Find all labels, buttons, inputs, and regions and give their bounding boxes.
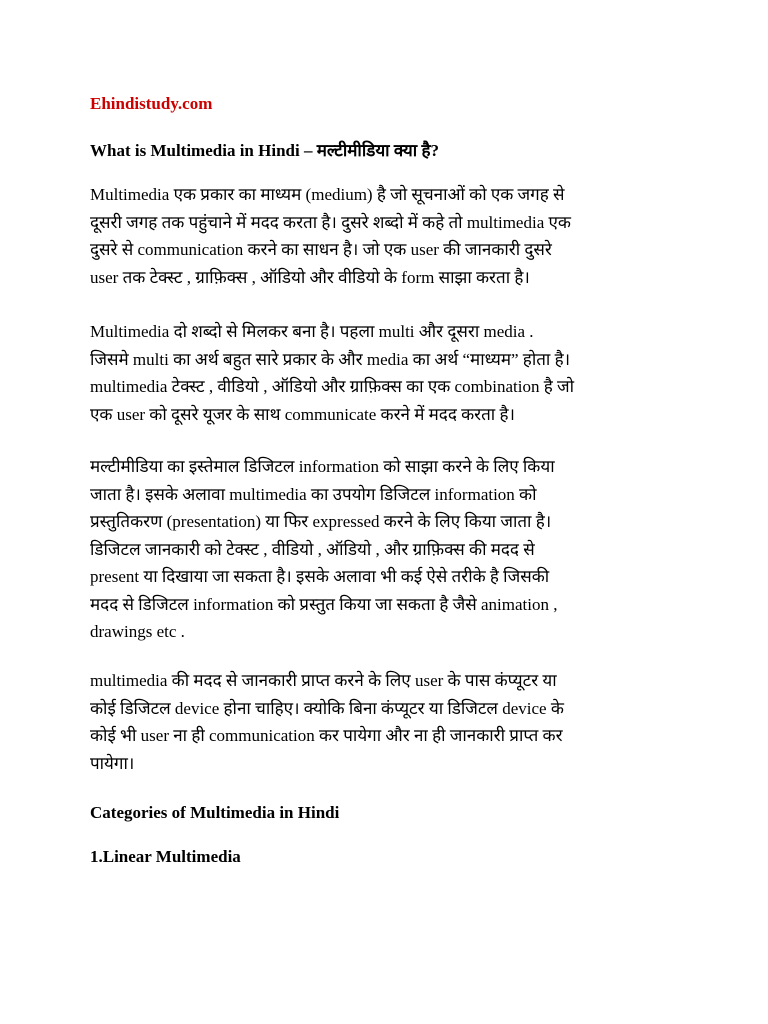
page-title: What is Multimedia in Hindi – मल्टीमीडिया क्या है? (90, 141, 439, 160)
site-name: Ehindistudy.com (90, 94, 213, 113)
paragraph-4 (90, 667, 675, 777)
paragraph-2 (90, 318, 675, 428)
paragraph-line: multimedia टेक्स्ट , वीडियो , ऑडियो और ग्राफ़िक्स का एक combination है जो (90, 377, 575, 396)
paragraph-line: कोई डिजिटल device होना चाहिए। क्योकि बिना कंप्यूटर या डिजिटल device के (90, 698, 564, 718)
paragraph-line: user तक टेक्स्ट , ग्राफ़िक्स , ऑडियो और वीडियो के form साझा करता है। (90, 267, 530, 287)
paragraph-1 (90, 181, 675, 291)
paragraph-line: प्रस्तुतिकरण (presentation) या फिर expressed करने के लिए किया जाता है। (90, 512, 552, 531)
paragraph-line: दूसरी जगह तक पहुंचाने में मदद करता है। दुसरे शब्दो में कहे तो multimedia एक (90, 212, 571, 232)
paragraph-line: एक user को दूसरे यूजर के साथ communicate करने में मदद करता है। (90, 404, 515, 424)
document-page (90, 0, 680, 1024)
paragraph-line: Multimedia दो शब्दो से मिलकर बना है। पहला multi और दूसरा media . (90, 322, 534, 341)
paragraph-line: मदद से डिजिटल information को प्रस्तुत किया जा सकता है जैसे animation , (90, 594, 558, 614)
paragraph-line: कोई भी user ना ही communication कर पायेगा और ना ही जानकारी प्राप्त कर (90, 726, 563, 745)
paragraph-line: present या दिखाया जा सकता है। इसके अलावा भी कई ऐसे तरीके है जिसकी (90, 567, 550, 586)
paragraph-line: Multimedia एक प्रकार का माध्यम (medium) है जो सूचनाओं को एक जगह से (90, 185, 565, 204)
paragraph-line: drawings etc . (90, 622, 185, 641)
paragraph-line: जाता है। इसके अलावा multimedia का उपयोग डिजिटल information को (90, 484, 537, 504)
paragraph-line: जिसमे multi का अर्थ बहुत सारे प्रकार के और media का अर्थ “माध्यम” होता है। (90, 349, 571, 369)
paragraph-line: पायेगा। (90, 753, 135, 773)
paragraph-line: multimedia की मदद से जानकारी प्राप्त करने के लिए user के पास कंप्यूटर या (90, 671, 557, 690)
paragraph-line: दुसरे से communication करने का साधन है। जो एक user की जानकारी दुसरे (90, 240, 552, 259)
paragraph-line: डिजिटल जानकारी को टेक्स्ट , वीडियो , ऑडियो , और ग्राफ़िक्स की मदद से (90, 539, 535, 559)
paragraph-line: मल्टीमीडिया का इस्तेमाल डिजिटल information को साझा करने के लिए किया (90, 457, 555, 476)
section-heading: Categories of Multimedia in Hindi (90, 803, 340, 822)
paragraph-3 (90, 453, 675, 646)
subsection-heading: 1.Linear Multimedia (90, 847, 241, 866)
